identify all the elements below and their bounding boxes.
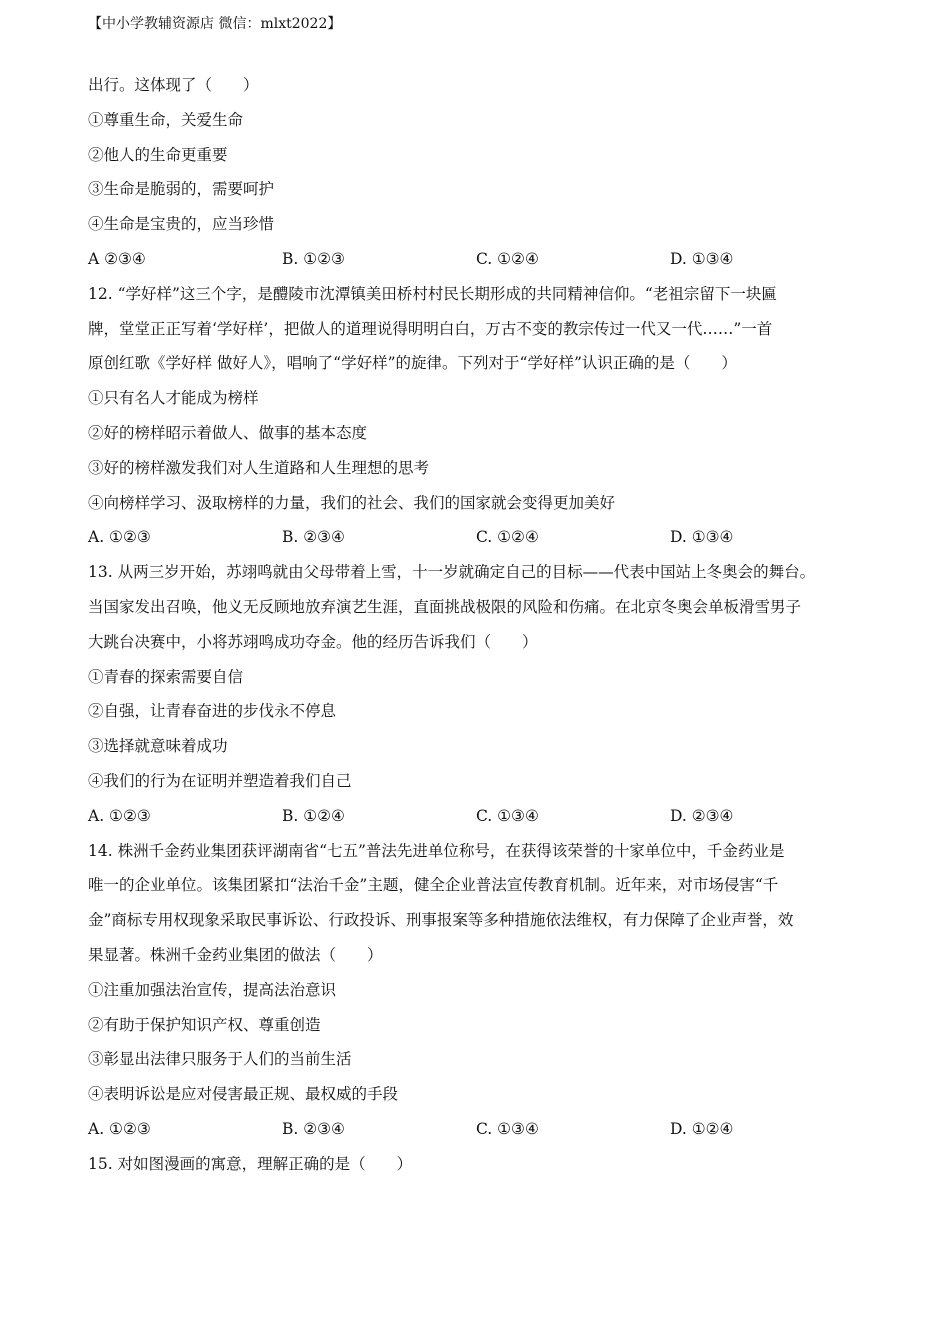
question-stem-line: 唯一的企业单位。该集团紧扣“法治千金”主题，健全企业普法宣传教育机制。近年来，对市场侵害“千 bbox=[88, 876, 779, 895]
statement-item: ③好的榜样激发我们对人生道路和人生理想的思考 bbox=[88, 458, 430, 477]
option-a: A. ①②③ bbox=[88, 1119, 151, 1138]
option-c: C. ①②④ bbox=[476, 249, 539, 268]
option-b: B. ①②③ bbox=[282, 249, 345, 268]
option-a: A. ①②③ bbox=[88, 528, 151, 547]
question-stem-line: 大跳台决赛中，小将苏翊鸣成功夺金。他的经历告诉我们（ ） bbox=[88, 632, 538, 651]
statement-item: ①尊重生命，关爱生命 bbox=[88, 110, 244, 129]
option-d: D. ②③④ bbox=[670, 806, 734, 825]
question-stem-line: 当国家发出召唤，他义无反顾地放弃演艺生涯，直面挑战极限的风险和伤痛。在北京冬奥会单板滑雪男子 bbox=[88, 597, 802, 616]
statement-item: ①只有名人才能成为榜样 bbox=[88, 389, 259, 408]
option-b: B. ②③④ bbox=[282, 528, 345, 547]
question-stem-line: 原创红歌《学好样 做好人》，唱响了“学好样”的旋律。下列对于“学好样”认识正确的是（ ） bbox=[88, 354, 737, 373]
question-15 bbox=[88, 1147, 866, 1182]
option-a: A. ①②③ bbox=[88, 806, 151, 825]
statement-item: ②他人的生命更重要 bbox=[88, 145, 228, 164]
statement-item: ④生命是宝贵的，应当珍惜 bbox=[88, 215, 275, 234]
question-12 bbox=[88, 277, 866, 555]
statement-item: ②好的榜样昭示着做人、做事的基本态度 bbox=[88, 423, 368, 442]
option-b: B. ②③④ bbox=[282, 1119, 345, 1138]
question-stem-line: 12. “学好样”这三个字，是醴陵市沈潭镇美田桥村村民长期形成的共同精神信仰。“老祖宗留下一块匾 bbox=[88, 284, 777, 303]
option-c: C. ①③④ bbox=[476, 1119, 539, 1138]
option-a: A ②③④ bbox=[88, 249, 146, 268]
option-d: D. ①③④ bbox=[670, 528, 734, 547]
option-d: D. ①③④ bbox=[670, 249, 734, 268]
question-stem-line: 15. 对如图漫画的寓意，理解正确的是（ ） bbox=[88, 1154, 413, 1173]
answer-options bbox=[88, 242, 866, 277]
option-d: D. ①②④ bbox=[670, 1119, 734, 1138]
statement-item: ③生命是脆弱的，需要呵护 bbox=[88, 180, 275, 199]
statement-item: ④表明诉讼是应对侵害最正规、最权威的手段 bbox=[88, 1085, 399, 1104]
question-stem-line: 14. 株洲千金药业集团获评湖南省“七五”普法先进单位称号，在获得该荣誉的十家单位中，千金药业是 bbox=[88, 841, 785, 860]
question-stem-line: 果显著。株洲千金药业集团的做法（ ） bbox=[88, 945, 383, 964]
option-c: C. ①③④ bbox=[476, 806, 539, 825]
statement-item: ①注重加强法治宣传，提高法治意识 bbox=[88, 980, 337, 999]
answer-options bbox=[88, 1112, 866, 1147]
answer-options bbox=[88, 520, 866, 555]
page-header: 【中小学教辅资源店 微信：mlxt2022】 bbox=[88, 16, 342, 32]
question-11 bbox=[88, 68, 866, 277]
question-stem-line: 牌，堂堂正正写着‘学好样’，把做人的道理说得明明白白，万古不变的教宗传过一代又一代……”一首 bbox=[88, 319, 773, 338]
statement-item: ③彰显出法律只服务于人们的当前生活 bbox=[88, 1050, 352, 1069]
question-13 bbox=[88, 555, 866, 833]
option-c: C. ①②④ bbox=[476, 528, 539, 547]
statement-item: ①青春的探索需要自信 bbox=[88, 667, 244, 686]
question-stem-line: 出行。这体现了（ ） bbox=[88, 76, 259, 94]
answer-options bbox=[88, 799, 866, 834]
statement-item: ②自强，让青春奋进的步伐永不停息 bbox=[88, 702, 337, 721]
question-14 bbox=[88, 834, 866, 1147]
statement-item: ③选择就意味着成功 bbox=[88, 737, 228, 756]
statement-item: ④我们的行为在证明并塑造着我们自己 bbox=[88, 771, 352, 790]
question-stem-line: 金”商标专用权现象采取民事诉讼、行政投诉、刑事报案等多种措施依法维权，有力保障了企业声誉，效 bbox=[88, 911, 794, 930]
statement-item: ④向榜样学习、汲取榜样的力量，我们的社会、我们的国家就会变得更加美好 bbox=[88, 493, 616, 512]
question-stem-line: 13. 从两三岁开始，苏翊鸣就由父母带着上雪，十一岁就确定自己的目标——代表中国站上冬奥会的舞台。 bbox=[88, 563, 816, 582]
option-b: B. ①②④ bbox=[282, 806, 345, 825]
question-content bbox=[88, 68, 866, 1182]
statement-item: ②有助于保护知识产权、尊重创造 bbox=[88, 1015, 321, 1034]
